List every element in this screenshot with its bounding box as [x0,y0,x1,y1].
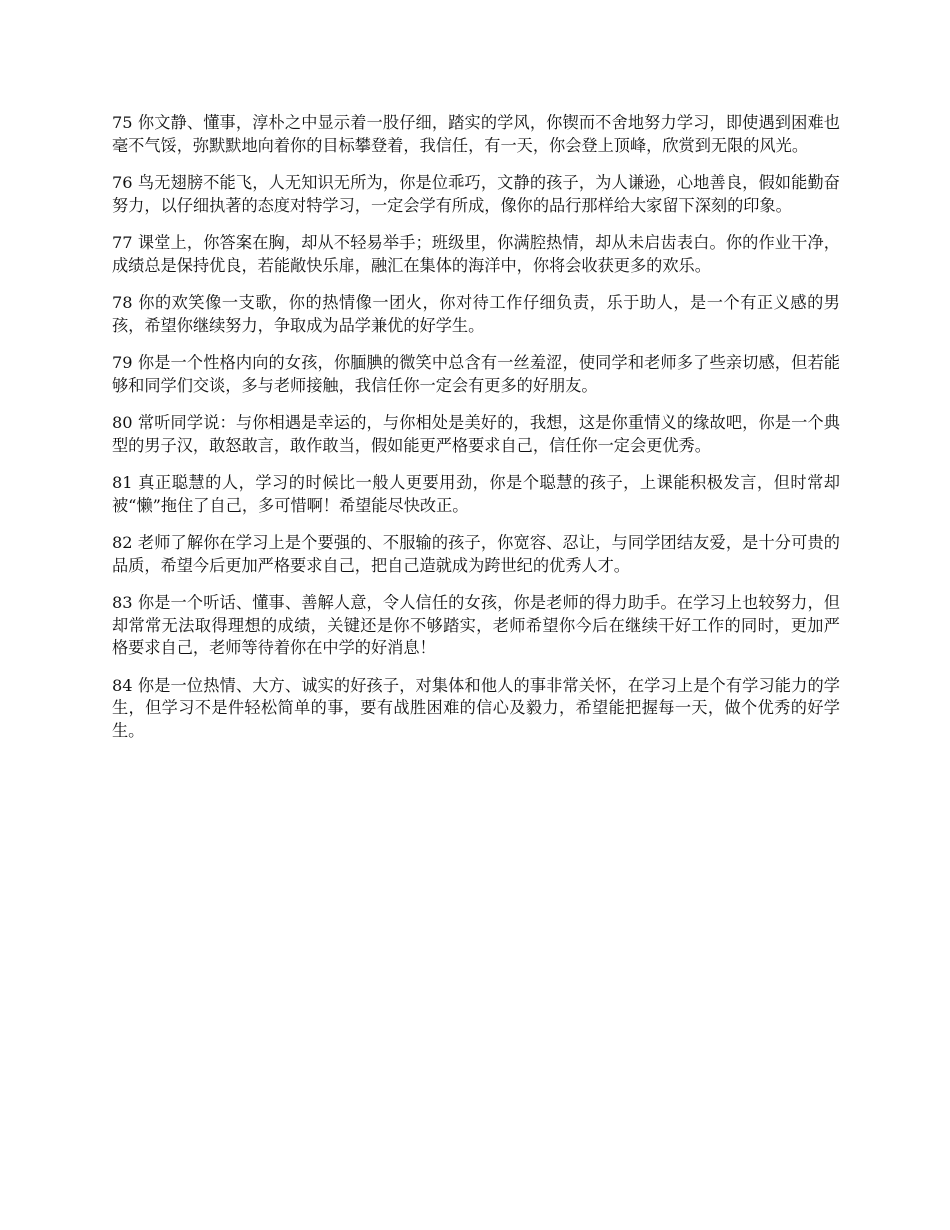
document-body [112,112,840,757]
comment-paragraph-75: 75 你文静、懂事，淳朴之中显示着一股仔细，踏实的学风，你锲而不舍地努力学习，即使遇到困难也毫不气馁，弥默默地向着你的目标攀登着，我信任，有一天，你会登上顶峰，欣赏到无限的风光。 [112,113,840,155]
comment-paragraph-79: 79 你是一个性格内向的女孩，你腼腆的微笑中总含有一丝羞涩，使同学和老师多了些亲切感，但若能够和同学们交谈，多与老师接触，我信任你一定会有更多的好朋友。 [112,353,840,395]
comment-paragraph-77: 77 课堂上，你答案在胸，却从不轻易举手；班级里，你满腔热情，却从未启齿表白。你的作业干净，成绩总是保持优良，若能敞快乐扉，融汇在集体的海洋中，你将会收获更多的欢乐。 [112,233,840,275]
comment-paragraph-82: 82 老师了解你在学习上是个要强的、不服输的孩子，你宽容、忍让，与同学团结友爱，是十分可贵的品质，希望今后更加严格要求自己，把自己造就成为跨世纪的优秀人才。 [112,533,840,575]
comment-paragraph-80: 80 常听同学说：与你相遇是幸运的，与你相处是美好的，我想，这是你重情义的缘故吧，你是一个典型的男子汉，敢怒敢言，敢作敢当，假如能更严格要求自己，信任你一定会更优秀。 [112,413,840,455]
comment-paragraph-84: 84 你是一位热情、大方、诚实的好孩子，对集体和他人的事非常关怀，在学习上是个有学习能力的学生，但学习不是件轻松简单的事，要有战胜困难的信心及毅力，希望能把握每一天，做个优秀的好学生。 [112,675,840,740]
comment-paragraph-76: 76 鸟无翅膀不能飞，人无知识无所为，你是位乖巧，文静的孩子，为人谦逊，心地善良，假如能勤奋努力，以仔细执著的态度对特学习，一定会学有所成，像你的品行那样给大家留下深刻的印象。 [112,173,840,215]
comment-paragraph-78: 78 你的欢笑像一支歌，你的热情像一团火，你对待工作仔细负责，乐于助人，是一个有正义感的男孩，希望你继续努力，争取成为品学兼优的好学生。 [112,293,840,335]
comment-paragraph-81: 81 真正聪慧的人，学习的时候比一般人更要用劲，你是个聪慧的孩子，上课能积极发言，但时常却被“懒”拖住了自己，多可惜啊！希望能尽快改正。 [112,473,840,515]
comment-paragraph-83: 83 你是一个听话、懂事、善解人意，令人信任的女孩，你是老师的得力助手。在学习上也较努力，但却常常无法取得理想的成绩，关键还是你不够踏实，老师希望你今后在继续干好工作的同时，更加严格要求自己，老师等待着你在中学的好消息！ [112,593,840,657]
